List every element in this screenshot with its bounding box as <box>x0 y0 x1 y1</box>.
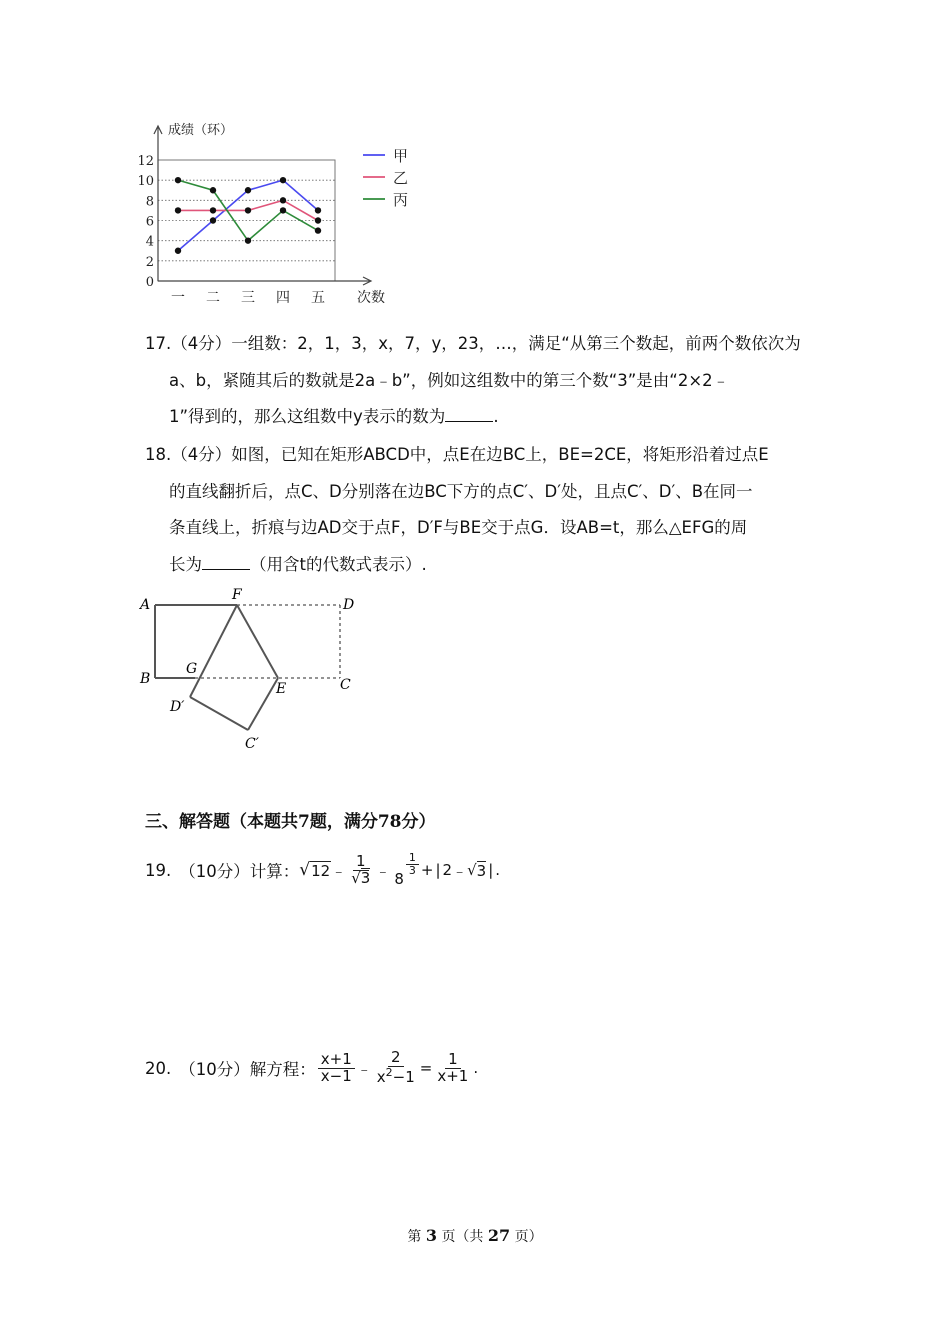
label-d-prime: D′ <box>170 699 185 715</box>
sqrt-icon: √ <box>351 868 361 887</box>
label-g: G <box>186 661 198 677</box>
q20-end: . <box>473 1059 479 1077</box>
label-f: F <box>232 587 242 603</box>
q19-exponent <box>406 852 419 876</box>
data-point <box>280 197 286 203</box>
x-tick-label: 三 <box>241 290 255 306</box>
label-c-prime: C′ <box>245 736 259 752</box>
q18-line-3: 条直线上，折痕与边AD交于点F，D′F与BE交于点G．设AB=t，那么△EFG的周 <box>169 518 748 537</box>
q19-plus: + <box>420 861 434 879</box>
x-tick-label: 二 <box>206 290 220 306</box>
q19-minus-2: ﹣ <box>375 861 391 880</box>
q17-line-3 <box>145 399 815 436</box>
section-title: 三、解答题（本题共7题，满分78分） <box>145 812 436 832</box>
q17-line-2: a、b，紧随其后的数就是2a﹣b”，例如这组数中的第三个数“3”是由“2×2﹣ <box>169 370 730 390</box>
segment-fdprime <box>190 605 237 697</box>
legend-label: 乙 <box>393 169 409 187</box>
fold-line-fe <box>237 605 278 678</box>
q20-f1-den: x−1 <box>320 1066 352 1085</box>
q19-frac-den <box>348 868 373 887</box>
y-tick-label: 8 <box>145 194 154 210</box>
q19-frac-den-value: 3 <box>360 868 371 887</box>
q20-f2-den-base: x <box>376 1068 386 1086</box>
q20-f2-den-exp: 2 <box>385 1066 393 1079</box>
q18-line-4-text: 长为 <box>169 554 202 574</box>
q18-line-2: 的直线翻折后，点C、D分别落在边BC下方的点C′、D′处，且点C′、D′、B在同一 <box>169 481 753 501</box>
q19-abs-minus: ﹣ <box>452 861 468 880</box>
x-tick-label: 一 <box>171 290 185 306</box>
data-point <box>315 207 321 213</box>
footer-post: 页） <box>514 1229 543 1245</box>
question-17 <box>145 326 815 436</box>
q19-score: （10分）计算： <box>179 862 300 881</box>
legend-label: 甲 <box>393 147 409 165</box>
footer-total-pages: 27 <box>487 1226 511 1245</box>
q20-fraction-3 <box>434 1049 471 1085</box>
q20-minus: ﹣ <box>356 1059 372 1078</box>
question-20 <box>145 1046 478 1090</box>
x-tick-label: 四 <box>276 290 290 306</box>
label-d: D <box>343 597 355 613</box>
q19-minus-1: ﹣ <box>331 861 347 880</box>
q20-number: 20. <box>145 1058 172 1078</box>
q19-number: 19. <box>145 860 172 880</box>
q19-power <box>394 850 421 889</box>
q19-base: 8 <box>394 870 404 889</box>
answer-blank <box>202 553 250 570</box>
q19-expression <box>299 850 501 889</box>
y-tick-label: 0 <box>145 275 154 290</box>
data-point <box>245 237 251 243</box>
y-axis-label: 成绩（环） <box>168 123 234 138</box>
data-point <box>280 177 286 183</box>
q19-abs-sqrt: 3 <box>476 861 487 880</box>
q18-line-4 <box>145 547 815 584</box>
q20-f3-den: x+1 <box>437 1066 469 1085</box>
score-line-chart <box>130 115 420 315</box>
x-tick-label: 五 <box>311 290 325 306</box>
page-footer <box>0 1226 950 1246</box>
data-point <box>210 187 216 193</box>
q18-line-1: 18.（4分）如图，已知在矩形ABCD中，点E在边BC上，BE=2CE，将矩形沿着过点E <box>145 445 769 464</box>
question-18 <box>145 437 815 583</box>
footer-mid: 页（共 <box>441 1229 484 1245</box>
label-e: E <box>276 681 287 697</box>
y-tick-label: 2 <box>145 254 154 270</box>
q20-equals: = <box>419 1059 433 1077</box>
q20-f2-den <box>374 1067 418 1086</box>
sqrt-icon: √ <box>467 861 477 879</box>
q20-f2-den-rest: −1 <box>392 1068 415 1086</box>
q18-line-4-end: （用含t的代数式表示）. <box>250 554 427 574</box>
answer-blank <box>445 405 493 422</box>
q19-abs-close: | <box>488 861 494 879</box>
data-point <box>245 187 251 193</box>
q19-fraction <box>348 851 373 887</box>
q20-f2-num: 2 <box>388 1050 404 1067</box>
data-point <box>175 207 181 213</box>
data-point <box>210 217 216 223</box>
sqrt-icon: √ <box>299 860 311 880</box>
q20-score: （10分）解方程： <box>179 1060 316 1079</box>
data-point <box>245 207 251 213</box>
q19-exp-den: 3 <box>408 863 416 877</box>
data-point <box>175 248 181 254</box>
q20-fraction-2 <box>374 1050 418 1086</box>
data-point <box>280 207 286 213</box>
data-point <box>175 177 181 183</box>
q19-end: . <box>495 861 501 879</box>
data-point <box>315 227 321 233</box>
q20-f3-num: 1 <box>445 1052 461 1069</box>
q19-exp-num: 1 <box>406 852 419 865</box>
segment-cprime-e <box>248 678 278 730</box>
label-c: C <box>340 677 351 693</box>
label-b: B <box>140 671 151 687</box>
label-a: A <box>140 597 151 613</box>
y-tick-label: 6 <box>145 214 154 230</box>
q17-line-3-end: . <box>493 407 499 426</box>
data-point <box>210 207 216 213</box>
data-point <box>315 217 321 223</box>
segment-dprime-cprime <box>190 697 248 730</box>
q19-abs-open: | <box>435 861 441 879</box>
x-axis-label: 次数 <box>357 290 385 306</box>
q20-f1-num: x+1 <box>318 1052 355 1069</box>
y-tick-label: 12 <box>137 154 154 169</box>
q19-abs-two: 2 <box>442 861 453 879</box>
question-19 <box>145 850 500 890</box>
footer-pre: 第 <box>407 1229 422 1245</box>
geometry-figure <box>135 585 375 760</box>
footer-page-number: 3 <box>425 1226 437 1245</box>
q19-sqrt12: 12 <box>311 861 331 880</box>
q20-equation <box>316 1050 478 1086</box>
y-tick-label: 10 <box>137 174 154 190</box>
q17-line-1: 17.（4分）一组数：2，1，3，x，7，y，23，…，满足“从第三个数起，前两个数依次为 <box>145 334 801 353</box>
legend-label: 丙 <box>393 191 409 209</box>
q17-line-3-text: 1”得到的，那么这组数中y表示的数为 <box>169 407 446 426</box>
q19-frac-num: 1 <box>353 854 369 871</box>
y-tick-label: 4 <box>145 234 154 250</box>
q20-fraction-1 <box>318 1049 355 1085</box>
